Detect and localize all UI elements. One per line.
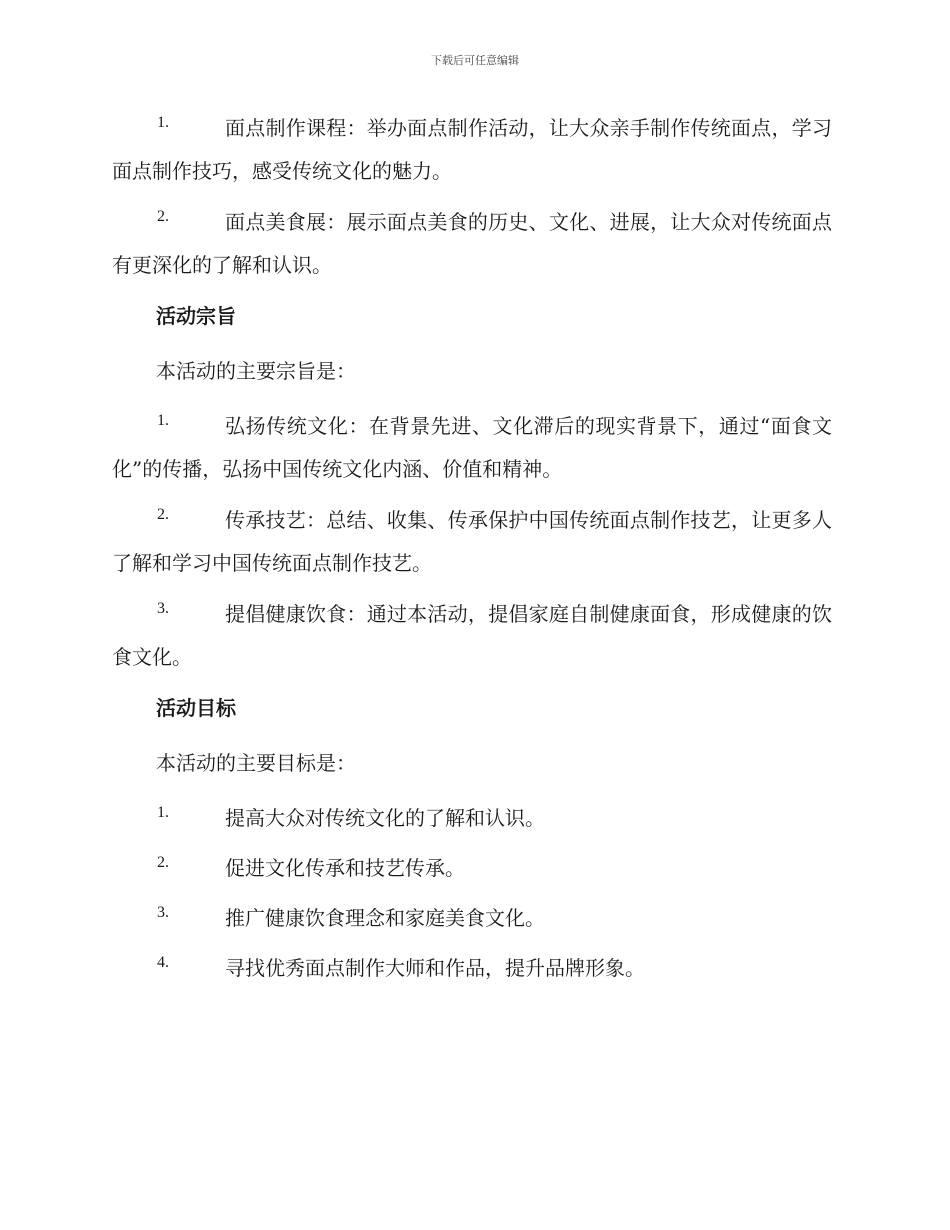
list-item-text: 传承技艺：总结、收集、传承保护中国传统面点制作技艺，让更多人了解和学习中国传统面点制作技艺。 [112,508,832,575]
list-item-number: 3. [157,904,169,921]
list-item-text: 促进文化传承和技艺传承。 [225,856,465,880]
list-item [112,897,832,940]
list-item [112,797,832,840]
list-item-number: 1. [157,804,169,821]
list-item-number: 3. [157,600,169,617]
page-header: 下载后可任意编辑 [431,54,519,67]
list-item [112,405,832,491]
document-body [112,112,832,1002]
list-item-text: 面点美食展：展示面点美食的历史、文化、进展，让大众对传统面点有更深化的了解和认识。 [112,210,832,277]
list-item-text: 面点制作课程：举办面点制作活动，让大众亲手制作传统面点，学习面点制作技巧，感受传统文化的魅力。 [112,116,832,183]
list-item-number: 2. [157,506,169,523]
list-item [112,201,832,287]
list-item [112,499,832,585]
list-item-number: 2. [157,854,169,871]
list-item-text: 提高大众对传统文化的了解和认识。 [225,806,545,830]
list-item [112,593,832,679]
list-item [112,107,832,193]
list-item-number: 2. [157,208,169,225]
section-lead-purpose: 本活动的主要宗旨是： [156,359,356,383]
list-item [112,847,832,890]
list-item-number: 1. [157,412,169,429]
list-item-number: 4. [157,954,169,971]
section-lead-goals: 本活动的主要目标是： [156,751,356,775]
section-heading-purpose: 活动宗旨 [156,304,236,328]
list-item-text: 寻找优秀面点制作大师和作品，提升品牌形象。 [225,956,645,980]
list-item-number: 1. [157,114,169,131]
section-heading-goals: 活动目标 [156,696,236,720]
list-item-text: 弘扬传统文化：在背景先进、文化滞后的现实背景下，通过“面食文化”的传播，弘扬中国传统文化内涵、价值和精神。 [112,414,832,481]
list-item [112,947,832,990]
list-item-text: 提倡健康饮食：通过本活动，提倡家庭自制健康面食，形成健康的饮食文化。 [112,602,832,669]
list-item-text: 推广健康饮食理念和家庭美食文化。 [225,906,545,930]
